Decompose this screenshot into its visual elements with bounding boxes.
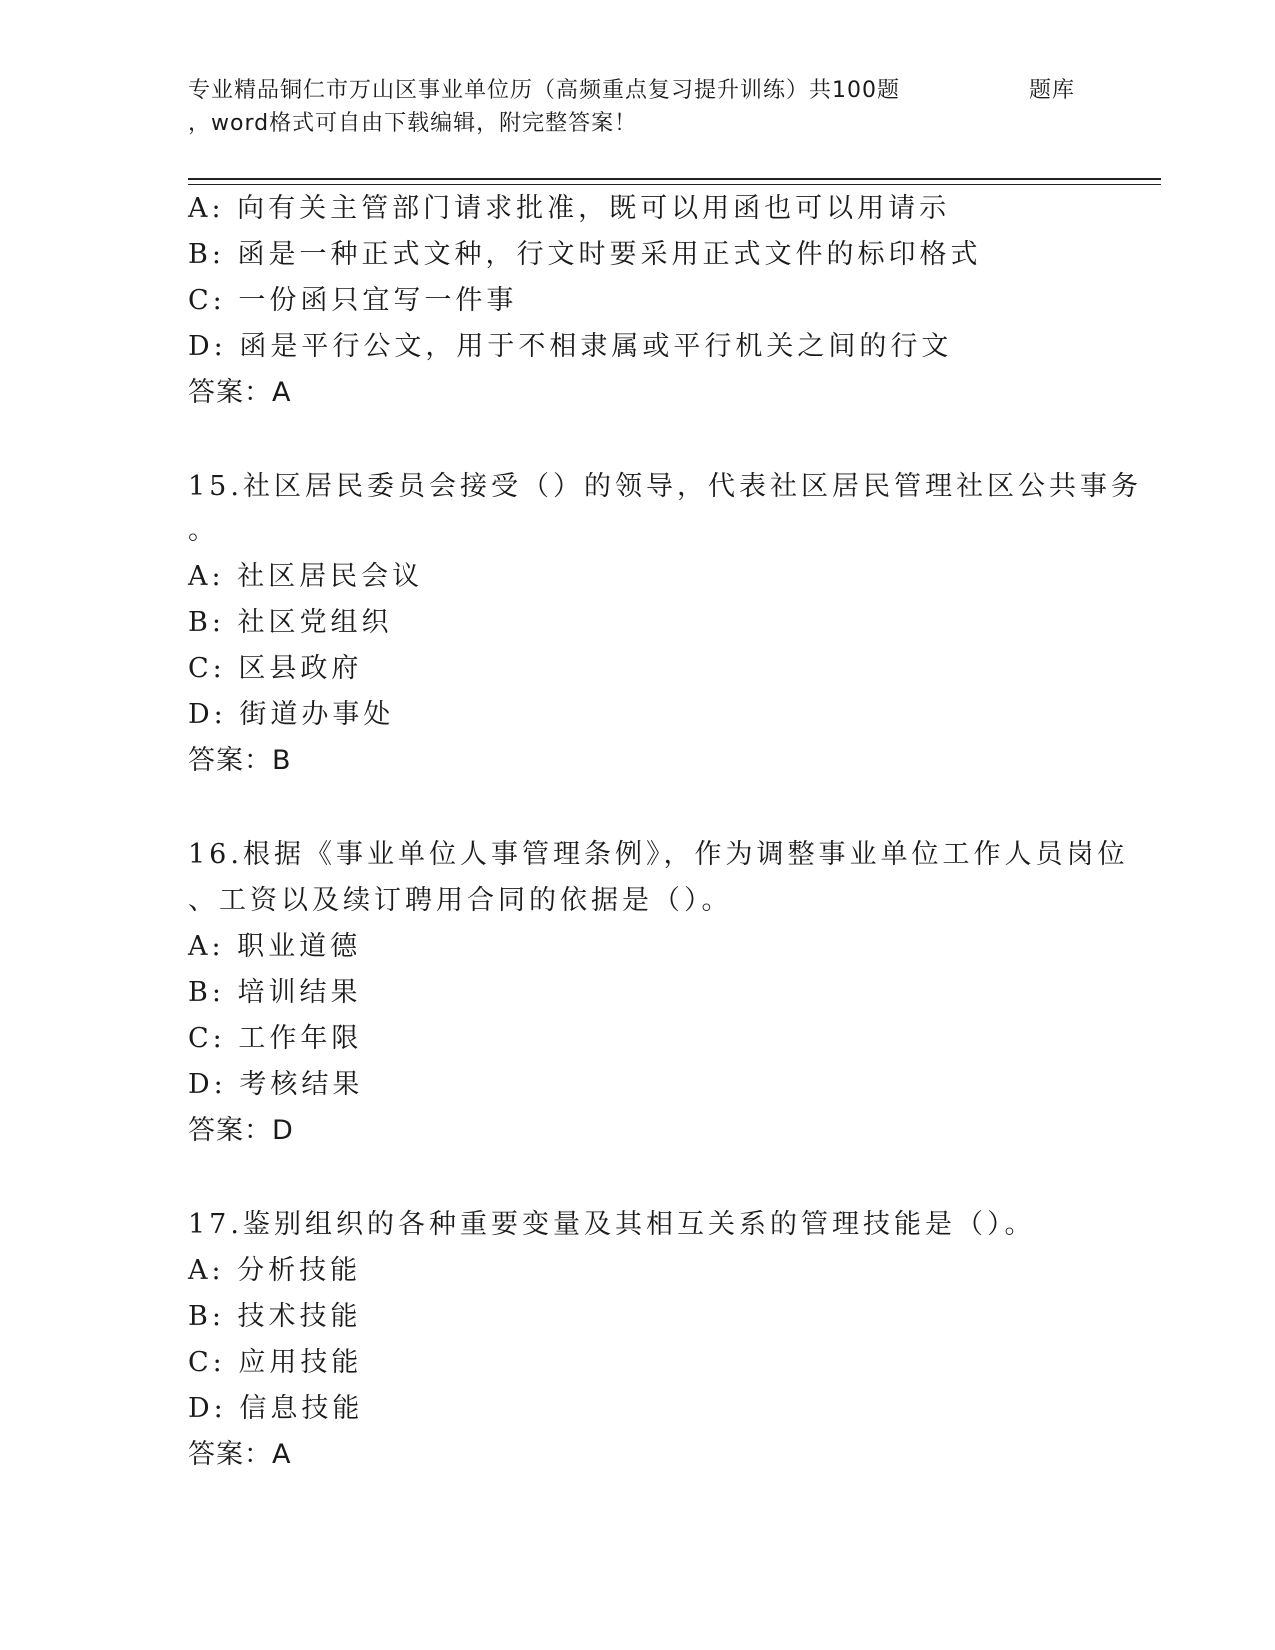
q16-option-a: A: 职业道德 [188,931,362,962]
q16-option-d: D: 考核结果 [188,1069,364,1100]
q17-option-c: C: 应用技能 [188,1347,363,1378]
q14-option-b: B: 函是一种正式文种，行文时要采用正式文件的标印格式 [188,239,982,270]
header-subtitle: ，word格式可自由下载编辑，附完整答案！ [188,111,638,136]
header-title: 专业精品铜仁市万山区事业单位历（高频重点复习提升训练）共100题 [188,78,900,103]
document-header [188,74,1158,140]
q17-option-b: B: 技术技能 [188,1301,362,1332]
q17-stem: 17.鉴别组织的各种重要变量及其相互关系的管理技能是（）。 [188,1209,1036,1240]
header-tag: 题库 [1029,78,1076,103]
q16-answer: 答案：D [188,1115,294,1146]
q17-option-d: D: 信息技能 [188,1393,364,1424]
q15-stem-cont: 。 [188,515,219,546]
q16-option-c: C: 工作年限 [188,1023,363,1054]
q16-stem-cont: 、工资以及续订聘用合同的依据是（）。 [188,885,733,916]
q16-stem: 16.根据《事业单位人事管理条例》，作为调整事业单位工作人员岗位 [188,839,1129,870]
q14-option-a: A: 向有关主管部门请求批准，既可以用函也可以用请示 [188,193,951,224]
header-divider-thin [188,184,1161,185]
q14-answer: 答案：A [188,377,292,408]
q14-option-c: C: 一份函只宜写一件事 [188,285,518,316]
q15-stem: 15.社区居民委员会接受（）的领导，代表社区居民管理社区公共事务 [188,471,1142,502]
q17-option-a: A: 分析技能 [188,1255,362,1286]
q14-option-d: D: 函是平行公文，用于不相隶属或平行机关之间的行文 [188,331,953,362]
q16-option-b: B: 培训结果 [188,977,362,1008]
q15-option-d: D: 街道办事处 [188,699,395,730]
header-divider [188,178,1161,180]
q17-answer: 答案：A [188,1439,292,1470]
q15-option-a: A: 社区居民会议 [188,561,424,592]
q15-answer: 答案：B [188,745,292,776]
q15-option-c: C: 区县政府 [188,653,363,684]
q15-option-b: B: 社区党组织 [188,607,393,638]
